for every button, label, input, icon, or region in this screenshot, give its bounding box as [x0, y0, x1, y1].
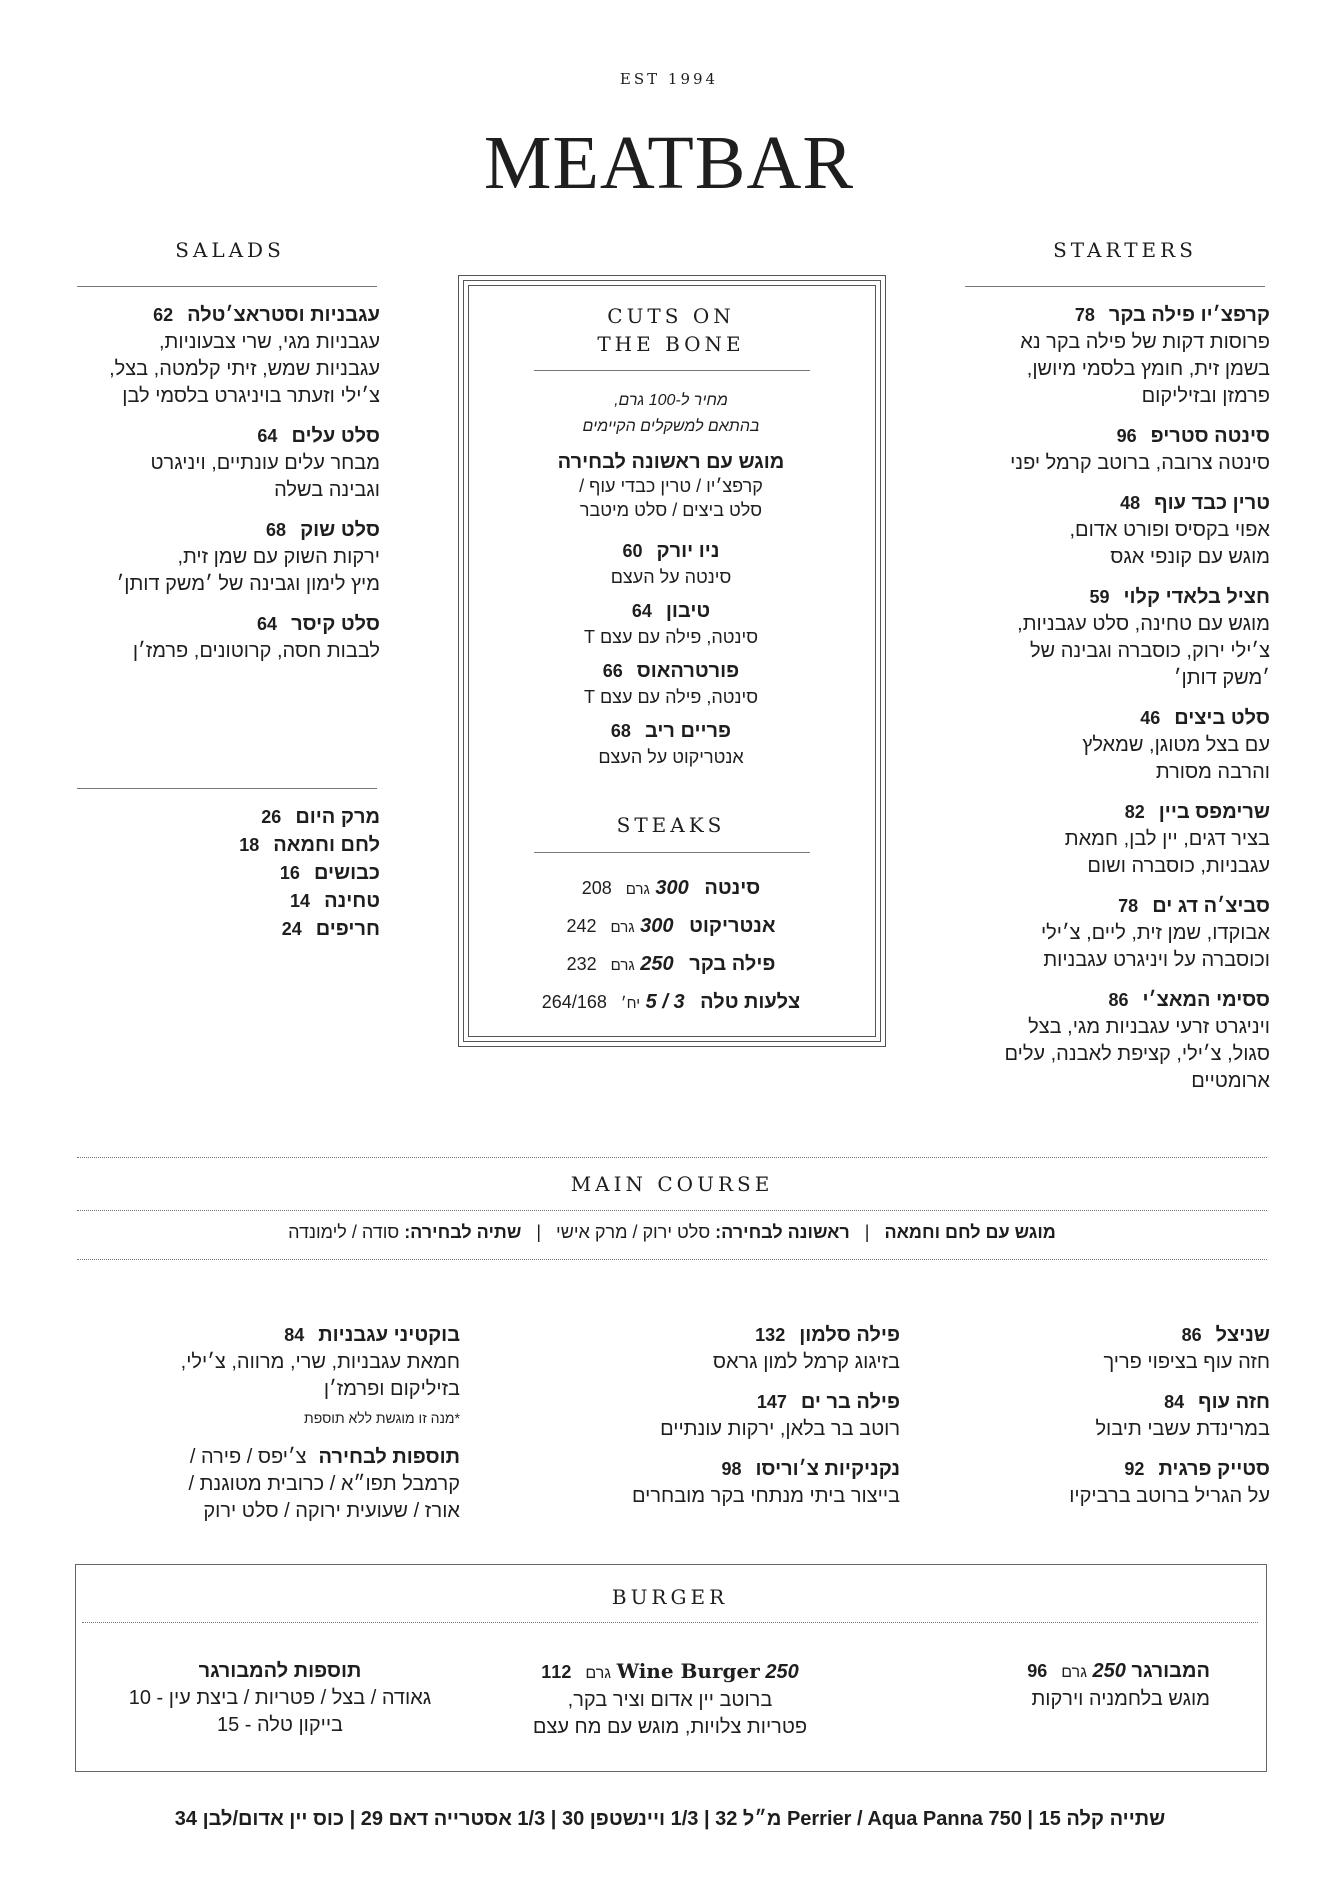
main-title: MAIN COURSE	[570, 1172, 774, 1196]
main-info: מוגש עם לחם וחמאה | ראשונה לבחירה: סלט ירוק / מרק אישי | שתיה לבחירה: סודה / לימונדה	[288, 1222, 1056, 1242]
steaks-rule	[534, 852, 810, 853]
starters-title: STARTERS	[1053, 238, 1197, 262]
menu-item-price: 62	[153, 305, 174, 325]
menu-item	[520, 1389, 900, 1443]
menu-item-desc: ארומטיים	[1191, 1070, 1270, 1092]
menu-item-price: 59	[1089, 587, 1110, 607]
menu-item-desc: ׳משק דותן׳	[1173, 667, 1270, 689]
menu-item-desc: בייצור ביתי מנתחי בקר מובחרים	[632, 1485, 900, 1507]
menu-item	[960, 423, 1270, 477]
main-dotted-bottom	[77, 1259, 1267, 1260]
menu-item-price: 78	[1074, 305, 1095, 325]
menu-item	[960, 1456, 1270, 1510]
extra-item	[70, 915, 380, 943]
menu-item-head	[960, 987, 1270, 1014]
main-dotted-top	[77, 1157, 1267, 1158]
menu-item-name: שרימפס ביין	[1158, 801, 1270, 823]
menu-item-head	[70, 517, 380, 544]
menu-item	[70, 302, 380, 410]
menu-item-head	[520, 1389, 900, 1416]
cut-item-price: 64	[631, 601, 652, 621]
steak-item-weight: 250	[640, 953, 674, 975]
menu-item-head	[960, 799, 1270, 826]
menu-item	[70, 423, 380, 504]
cut-item	[458, 598, 884, 650]
menu-item	[70, 611, 380, 665]
menu-item-price: 68	[266, 520, 287, 540]
menu-item	[960, 490, 1270, 571]
cut-item-head	[458, 718, 884, 744]
extra-item-name: טחינה	[324, 890, 380, 912]
menu-item-desc: וגבינה בשלה	[274, 479, 380, 501]
menu-item-name: סלט ביצים	[1174, 707, 1270, 729]
menu-item-price: 78	[1118, 896, 1139, 916]
menu-item-desc: אבוקדו, שמן זית, ליים, צ׳ילי	[1040, 922, 1270, 944]
burger-extras: תוספות להמבורגר גאודה / בצל / פטריות / ביצת עין - 10 בייקון טלה - 15	[128, 1660, 432, 1736]
starters-list	[960, 302, 1270, 1108]
extra-item	[70, 831, 380, 859]
menu-item-head	[960, 490, 1270, 517]
menu-item-price: 84	[1164, 1392, 1185, 1412]
salads-extras	[70, 803, 380, 943]
cut-item-desc: סינטה, פילה עם עצם T	[583, 627, 759, 647]
cut-item-head	[458, 658, 884, 684]
menu-item-desc: צ׳ילי וזעתר בויניגרט בלסמי לבן	[122, 385, 380, 407]
extra-item-price: 14	[290, 891, 311, 911]
menu-item-name: חזה עוף	[1198, 1391, 1270, 1413]
menu-item-head	[960, 1456, 1270, 1483]
cut-item-desc: אנטריקוט על העצם	[598, 747, 744, 767]
menu-item-name: סינטה סטריפ	[1150, 425, 1270, 447]
cuts-title: CUTS ON THE BONE	[597, 304, 745, 356]
menu-item	[520, 1322, 900, 1376]
steak-item	[458, 946, 884, 984]
menu-item	[960, 893, 1270, 974]
drinks-line: שתייה קלה 15 | Perrier / Aqua Panna 750 מ״ל 32 | 1/3 ויינשטפן 30 | 1/3 אסטרייה דאם 29 | כוס יין אדום/לבן 34	[174, 1808, 1166, 1830]
menu-item-name: קרפצ׳יו פילה בקר	[1108, 304, 1270, 326]
menu-item-desc: מבחר עלים עונתיים, ויניגרט	[150, 452, 380, 474]
cuts-list	[458, 538, 884, 778]
main-col-mid	[520, 1322, 900, 1523]
extra-item	[70, 887, 380, 915]
menu-item-desc: ירקות השוק עם שמן זית,	[177, 546, 380, 568]
menu-item-price: 46	[1140, 708, 1161, 728]
cut-item	[458, 538, 884, 590]
menu-item-name: סלט קיסר	[291, 613, 380, 635]
menu-item-desc: וכוסברה על ויניגרט עגבניות	[1043, 949, 1270, 971]
extra-item	[70, 859, 380, 887]
menu-item-name: פילה בר ים	[800, 1391, 900, 1413]
menu-item	[960, 302, 1270, 410]
steak-item-price: 232	[566, 954, 597, 974]
menu-item-desc: בשמן זית, חומץ בלסמי מיושן,	[1026, 358, 1270, 380]
menu-item-desc: אפוי בקסיס ופורט אדום,	[1069, 519, 1270, 541]
burger-dotted	[82, 1622, 1258, 1623]
menu-item-price: 132	[755, 1325, 786, 1345]
steak-item-price: 242	[566, 916, 597, 936]
menu-item-desc: במרינדת עשבי תיבול	[1095, 1418, 1270, 1440]
cut-item-head	[458, 598, 884, 624]
menu-item-name: שניצל	[1215, 1324, 1270, 1346]
cut-item-name: פורטרהאוס	[636, 660, 740, 682]
extra-item-name: מרק היום	[295, 806, 380, 828]
burger-item-2: Wine Burger 250 גרם112 ברוטב יין אדום וציר בקר, פטריות צלויות, מוגש עם מח עצם	[532, 1659, 808, 1738]
steak-item-unit: גרם	[610, 957, 635, 974]
menu-item-price: 82	[1124, 802, 1145, 822]
menu-item-price: 64	[257, 614, 278, 634]
menu-item-price: 98	[721, 1459, 742, 1479]
extra-item-name: לחם וחמאה	[273, 834, 380, 856]
menu-item	[960, 987, 1270, 1095]
menu-item	[960, 1389, 1270, 1443]
menu-item-desc: צ׳ילי ירוק, כוסברה וגבינה של	[1029, 640, 1270, 662]
menu-item-head	[960, 1322, 1270, 1349]
menu-item-head	[70, 423, 380, 450]
menu-item-desc: סגול, צ׳ילי, קציפת לאבנה, עלים	[1004, 1043, 1270, 1065]
est-label: EST 1994	[619, 70, 719, 88]
cut-item-price: 60	[622, 541, 643, 561]
steak-item	[458, 870, 884, 908]
menu-item-name: נקניקיות צ׳וריסו	[755, 1458, 900, 1480]
main-col-right	[960, 1322, 1270, 1523]
menu-item-head	[960, 302, 1270, 329]
menu-item-head	[520, 1456, 900, 1483]
cut-item-name: טיבון	[665, 600, 711, 622]
menu-item-head	[960, 705, 1270, 732]
burger-title: BURGER	[611, 1585, 729, 1609]
menu-item-price: 86	[1108, 990, 1129, 1010]
extras-rule	[77, 788, 377, 789]
menu-item-name: ססימי המאצ׳י	[1142, 989, 1270, 1011]
cuts-note: מחיר ל-100 גרם, בהתאם למשקלים הקיימים	[582, 392, 760, 435]
menu-item	[520, 1456, 900, 1510]
menu-item-price: 86	[1181, 1325, 1202, 1345]
steaks-title: STEAKS	[616, 813, 726, 837]
menu-item-head	[960, 584, 1270, 611]
menu-item-desc: פרמזן ובזיליקום	[1141, 385, 1270, 407]
menu-item-name: סלט עלים	[291, 425, 380, 447]
menu-item-name: חציל בלאדי קלוי	[1123, 586, 1270, 608]
salads-list	[70, 302, 380, 678]
menu-item-head	[70, 302, 380, 329]
menu-item-desc: עגבניות, כוסברה ושום	[1087, 855, 1270, 877]
extra-item	[70, 803, 380, 831]
steak-item-unit: גרם	[610, 919, 635, 936]
menu-item-name: טרין כבד עוף	[1154, 492, 1270, 514]
menu-item-desc: והרבה מסורת	[1155, 761, 1270, 783]
menu-item-desc: בזיגוג קרמל למון גראס	[712, 1351, 900, 1373]
menu-item-desc: לבבות חסה, קרוטונים, פרמז׳ן	[132, 640, 380, 662]
burger-item-1: המבורגר 250 גרם96 מוגש בלחמניה וירקות	[1027, 1660, 1210, 1710]
menu-item-price: 147	[756, 1392, 787, 1412]
cut-item-price: 68	[610, 721, 631, 741]
menu-item-price: 48	[1120, 493, 1141, 513]
steak-item-name: אנטריקוט	[689, 915, 776, 937]
steak-item-price: 264/168	[541, 992, 607, 1012]
steak-item-name: פילה בקר	[689, 953, 776, 975]
menu-item-desc: מיץ לימון וגבינה של ׳משק דותן׳	[116, 573, 380, 595]
menu-item-desc: מוגש עם קונפי אגס	[1110, 546, 1270, 568]
steak-item-weight: 3 / 5	[645, 991, 685, 1013]
extra-item-price: 16	[279, 863, 300, 883]
menu-item	[70, 517, 380, 598]
steak-item-unit: יח׳	[620, 995, 641, 1012]
menu-item	[960, 584, 1270, 692]
cut-item-desc: סינטה על העצם	[610, 567, 732, 587]
menu-item-head	[960, 423, 1270, 450]
cut-item-desc: סינטה, פילה עם עצם T	[583, 687, 759, 707]
menu-item-price: 64	[257, 426, 278, 446]
menu-item-head	[960, 1389, 1270, 1416]
extra-item-name: כבושים	[313, 862, 380, 884]
steaks-list	[458, 870, 884, 1022]
steak-item	[458, 908, 884, 946]
menu-item-desc: פרוסות דקות של פילה בקר נא	[1020, 331, 1270, 353]
menu-item	[960, 799, 1270, 880]
menu-item-desc: עם בצל מטוגן, שמאלץ	[1082, 734, 1270, 756]
menu-item-desc: סינטה צרובה, ברוטב קרמל יפני	[1010, 452, 1270, 474]
menu-item-desc: חזה עוף בציפוי פריך	[1103, 1351, 1270, 1373]
menu-item	[960, 705, 1270, 786]
salads-title: SALADS	[175, 238, 285, 262]
menu-item-desc: בציר דגים, יין לבן, חמאת	[1064, 828, 1270, 850]
main-col-left: בוקטיני עגבניות84 חמאת עגבניות, שרי, מרווה, צ׳ילי, בזיליקום ופרמז׳ן *מנה זו מוגשת ללא תוספת תוספות לבחירהצ׳יפס / פירה / קרמבל תפו״א / כרובית מטוגנת / אורז / שעועית ירוקה / סלט ירוק	[180, 1324, 460, 1522]
cut-item	[458, 718, 884, 770]
extra-item-price: 24	[281, 919, 302, 939]
menu-item-price: 96	[1116, 426, 1137, 446]
menu-item-desc: על הגריל ברוטב ברביקיו	[1069, 1485, 1270, 1507]
cuts-rule	[534, 370, 810, 371]
menu-item-head	[70, 611, 380, 638]
menu-item-desc: עגבניות מגי, שרי צבעוניות,	[159, 331, 380, 353]
steak-item-weight: 300	[655, 877, 689, 899]
cut-item-name: פריים ריב	[644, 720, 732, 742]
steak-item-price: 208	[581, 878, 612, 898]
steak-item-name: סינטה	[704, 877, 761, 899]
brand-title: MEATBAR	[483, 121, 855, 205]
cut-item-price: 66	[602, 661, 623, 681]
steak-item-unit: גרם	[625, 881, 650, 898]
menu-item-price: 92	[1124, 1459, 1145, 1479]
cut-item	[458, 658, 884, 710]
main-dotted-mid	[77, 1210, 1267, 1211]
extra-item-price: 18	[239, 835, 260, 855]
salads-rule	[77, 286, 377, 287]
steak-item-weight: 300	[640, 915, 674, 937]
menu-item-desc: רוטב בר בלאן, ירקות עונתיים	[660, 1418, 900, 1440]
menu-item-head	[960, 893, 1270, 920]
menu-item-head	[520, 1322, 900, 1349]
menu-item	[960, 1322, 1270, 1376]
menu-item-name: סביצ׳ה דג ים	[1152, 895, 1270, 917]
menu-item-desc: מוגש עם טחינה, סלט עגבניות,	[1017, 613, 1270, 635]
menu-item-name: סטייק פרגית	[1158, 1458, 1270, 1480]
extra-item-name: חריפים	[315, 918, 380, 940]
menu-item-name: עגבניות וסטראצ׳טלה	[187, 304, 380, 326]
menu-item-name: פילה סלמון	[799, 1324, 900, 1346]
extra-item-price: 26	[261, 807, 282, 827]
cut-item-name: ניו יורק	[656, 540, 720, 562]
starters-rule	[965, 286, 1265, 287]
cuts-first: מוגש עם ראשונה לבחירה קרפצ׳יו / טרין כבדי עוף / סלט ביצים / סלט מיטבר	[557, 451, 785, 520]
menu-item-name: סלט שוק	[300, 519, 380, 541]
menu-item-desc: עגבניות שמש, זיתי קלמטה, בצל,	[109, 358, 380, 380]
menu-item-desc: ויניגרט זרעי עגבניות מגי, בצל	[1028, 1016, 1270, 1038]
steak-item	[458, 984, 884, 1022]
steak-item-name: צלעות טלה	[700, 991, 801, 1013]
cut-item-head	[458, 538, 884, 564]
